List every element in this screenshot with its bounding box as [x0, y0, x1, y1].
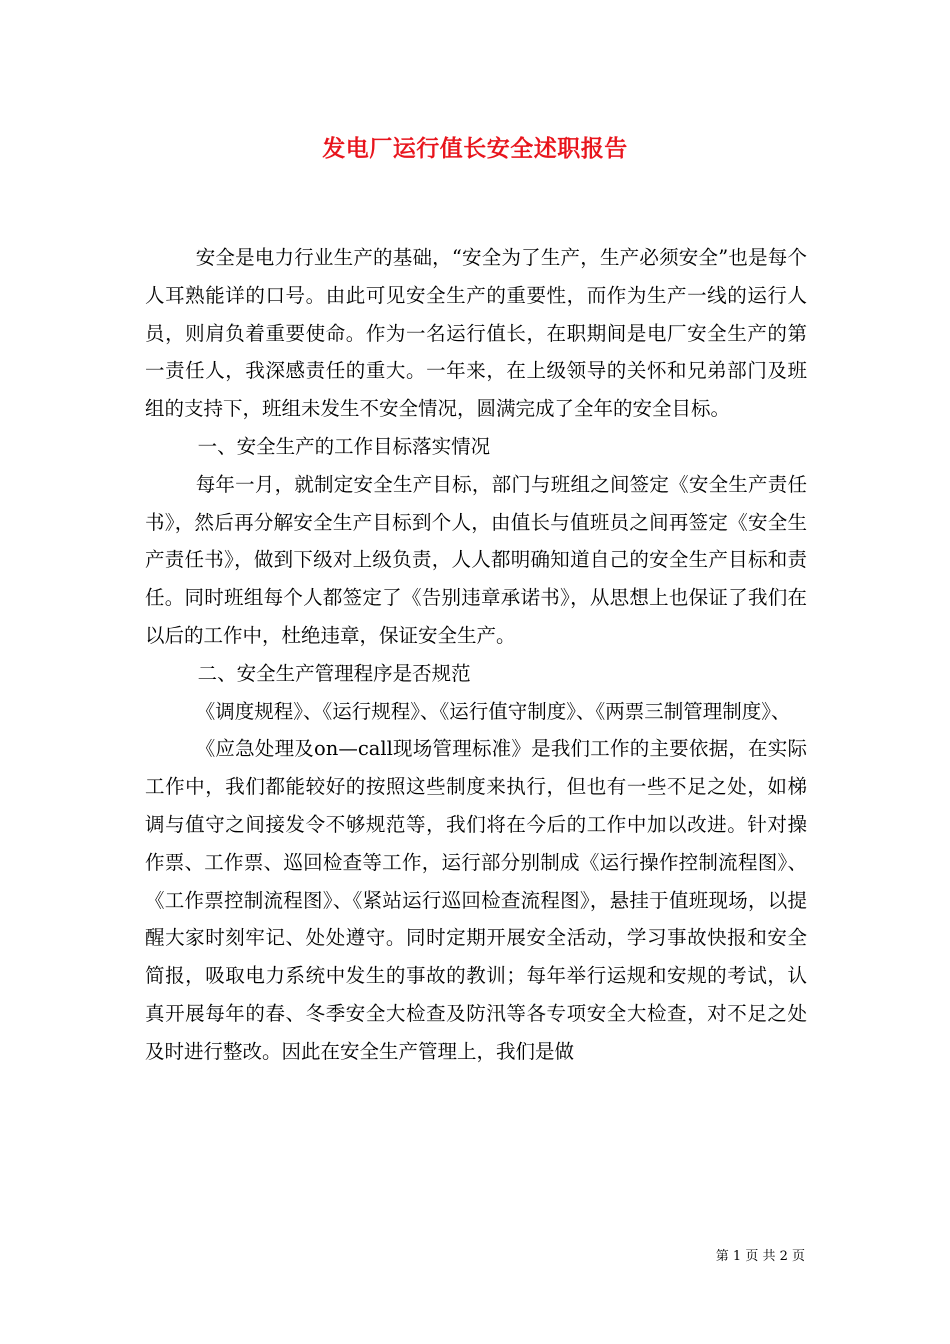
paragraph-management: 《应急处理及on—call现场管理标准》是我们工作的主要依据，在实际工作中，我们都能较好的按照这些制度来执行，但也有一些不足之处，如梯调与值守之间接发令不够规范等，我们将在今后的工作中加以改进。针对操作票、工作票、巡回检查等工作，运行部分别制成《运行操作控制流程图》、《工作票控制流程图》、《紧站运行巡回检查流程图》，悬挂于值班现场，以提醒大家时刻牢记、处处遵守。同时定期开展安全活动，学习事故快报和安全简报，吸取电力系统中发生的事故的教训；每年举行运规和安规的考试，认真开展每年的春、冬季安全大检查及防汛等各专项安全大检查，对不足之处及时进行整改。因此在安全生产管理上，我们是做 [145, 737, 807, 1063]
document-body [145, 239, 807, 1071]
paragraph-targets: 每年一月，就制定安全生产目标，部门与班组之间签定《安全生产责任书》，然后再分解安全生产目标到个人，由值长与值班员之间再签定《安全生产责任书》，做到下级对上级负责，人人都明确知道自己的安全生产目标和责任。同时班组每个人都签定了《告别违章承诺书》，从思想上也保证了我们在以后的工作中，杜绝违章，保证安全生产。 [145, 472, 807, 647]
page-number: 第 1 页 共 2 页 [715, 1249, 805, 1264]
document-title: 发电厂运行值长安全述职报告 [322, 135, 628, 162]
paragraph-intro: 安全是电力行业生产的基础，“安全为了生产，生产必须安全”也是每个人耳熟能详的口号。由此可见安全生产的重要性，而作为生产一线的运行人员，则肩负着重要使命。作为一名运行值长，在职期间是电厂安全生产的第一责任人，我深感责任的重大。一年来，在上级领导的关怀和兄弟部门及班组的支持下，班组未发生不安全情况，圆满完成了全年的安全目标。 [145, 246, 807, 421]
section-heading-2: 二、安全生产管理程序是否规范 [197, 661, 471, 685]
section-heading-1: 一、安全生产的工作目标落实情况 [197, 434, 491, 458]
paragraph-regulations: 《调度规程》、《运行规程》、《运行值守制度》、《两票三制管理制度》、 [195, 699, 791, 723]
